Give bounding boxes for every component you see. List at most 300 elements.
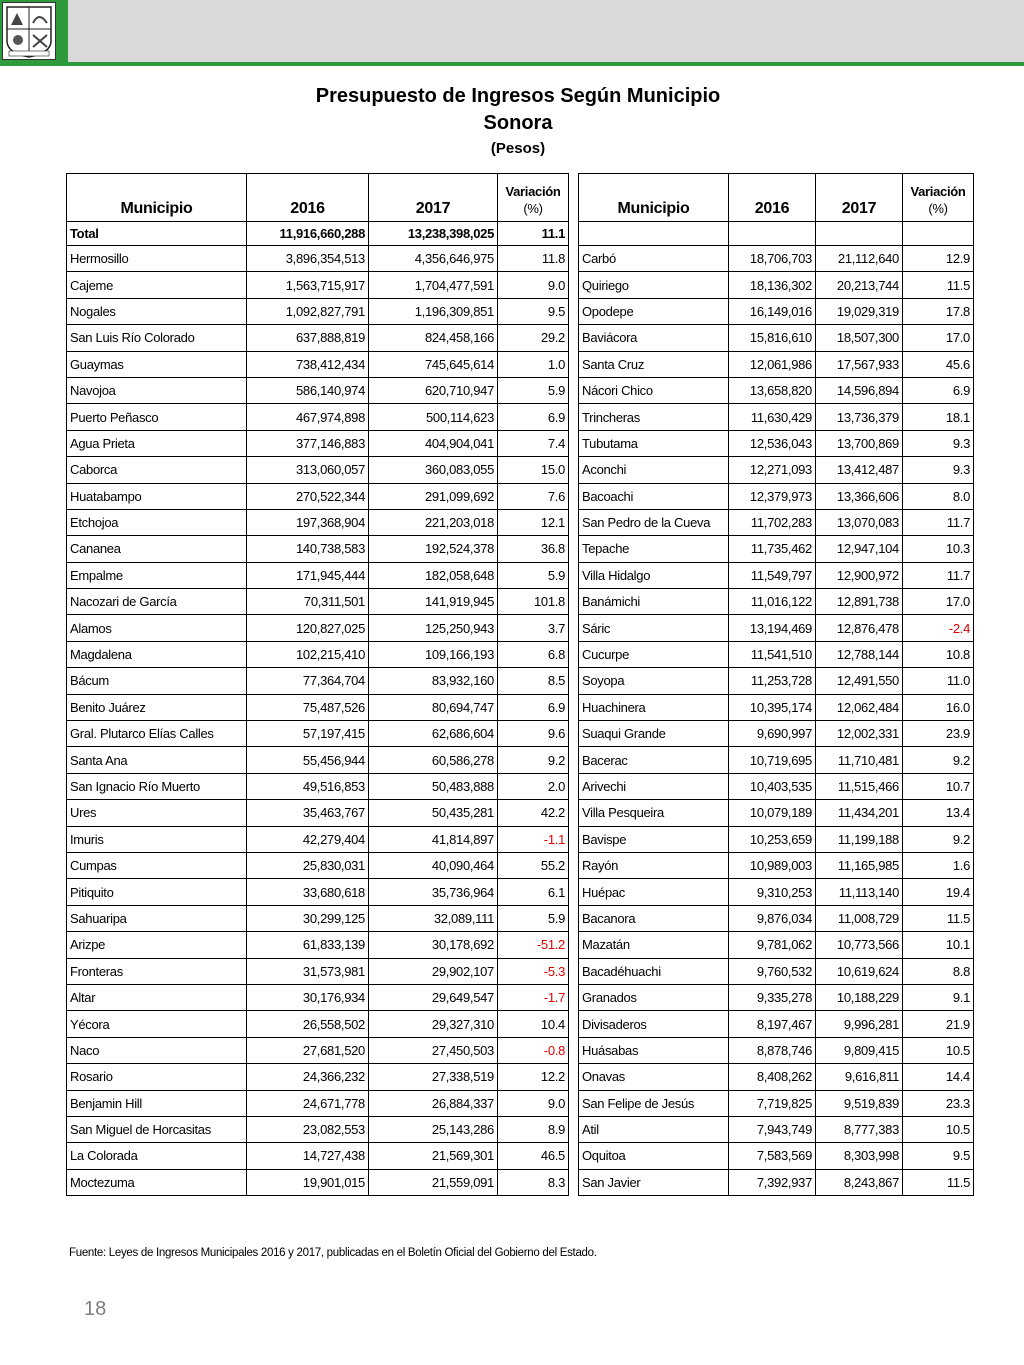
value-2016-cell: 120,827,025	[247, 615, 369, 641]
value-2016-cell: 33,680,618	[247, 879, 369, 905]
total-2017: 13,238,398,025	[369, 222, 498, 246]
value-2017-cell: 360,083,055	[369, 457, 498, 483]
value-2016-cell: 10,253,659	[729, 826, 816, 852]
value-2017-cell: 12,947,104	[816, 536, 903, 562]
value-2016-cell: 70,311,501	[247, 589, 369, 615]
value-2017-cell: 291,099,692	[369, 483, 498, 509]
variacion-cell: 36.8	[498, 536, 569, 562]
value-2017-cell: 11,434,201	[816, 800, 903, 826]
value-2016-cell: 25,830,031	[247, 852, 369, 878]
col-header-municipio: Municipio	[67, 174, 247, 222]
variacion-cell: 10.5	[903, 1116, 974, 1142]
variacion-cell: -51.2	[498, 932, 569, 958]
municipio-cell: Naco	[67, 1037, 247, 1063]
variacion-cell: 2.0	[498, 773, 569, 799]
value-2016-cell: 24,671,778	[247, 1090, 369, 1116]
table-row	[67, 1064, 569, 1090]
municipio-cell: La Colorada	[67, 1143, 247, 1169]
variacion-cell: -0.8	[498, 1037, 569, 1063]
municipio-cell: Tepache	[579, 536, 729, 562]
value-2017-cell: 18,507,300	[816, 325, 903, 351]
value-2017-cell: 9,616,811	[816, 1064, 903, 1090]
municipio-cell: Fronteras	[67, 958, 247, 984]
value-2016-cell: 19,901,015	[247, 1169, 369, 1195]
value-2017-cell: 27,450,503	[369, 1037, 498, 1063]
value-2016-cell: 14,727,438	[247, 1143, 369, 1169]
value-2017-cell: 13,736,379	[816, 404, 903, 430]
value-2016-cell: 75,487,526	[247, 694, 369, 720]
municipio-cell: Puerto Peñasco	[67, 404, 247, 430]
variacion-cell: 7.6	[498, 483, 569, 509]
page-subtitle: Sonora	[483, 112, 553, 134]
table-row	[67, 404, 569, 430]
value-2017-cell: 12,900,972	[816, 562, 903, 588]
variacion-cell: 5.9	[498, 905, 569, 931]
municipio-cell: Banámichi	[579, 589, 729, 615]
value-2017-cell: 11,113,140	[816, 879, 903, 905]
value-2017-cell: 50,435,281	[369, 800, 498, 826]
variacion-cell: 10.8	[903, 641, 974, 667]
variacion-cell: 9.0	[498, 272, 569, 298]
value-2016-cell: 10,719,695	[729, 747, 816, 773]
header-row	[67, 174, 569, 222]
municipio-cell: Santa Ana	[67, 747, 247, 773]
municipio-cell: Bacadéhuachi	[579, 958, 729, 984]
variacion-cell: 23.9	[903, 721, 974, 747]
table-row	[67, 958, 569, 984]
value-2017-cell: 29,649,547	[369, 984, 498, 1010]
table-row	[579, 1143, 974, 1169]
municipio-cell: San Javier	[579, 1169, 729, 1195]
variacion-label: Variación	[505, 184, 561, 199]
table-row	[579, 1116, 974, 1142]
value-2016-cell: 16,149,016	[729, 298, 816, 324]
variacion-cell: 17.0	[903, 325, 974, 351]
value-2016-cell: 8,408,262	[729, 1064, 816, 1090]
municipio-cell: Benjamin Hill	[67, 1090, 247, 1116]
municipio-cell: Bacerac	[579, 747, 729, 773]
table-row	[67, 826, 569, 852]
table-row	[67, 536, 569, 562]
value-2017-cell: 404,904,041	[369, 430, 498, 456]
table-row	[67, 932, 569, 958]
table-row	[579, 509, 974, 535]
table-row	[579, 615, 974, 641]
state-seal-logo	[2, 2, 56, 60]
table-row	[579, 721, 974, 747]
value-2016-cell: 57,197,415	[247, 721, 369, 747]
value-2017-cell: 29,902,107	[369, 958, 498, 984]
value-2016-cell: 12,271,093	[729, 457, 816, 483]
table-row	[579, 932, 974, 958]
value-2017-cell: 11,165,985	[816, 852, 903, 878]
value-2017-cell: 12,891,738	[816, 589, 903, 615]
table-row	[579, 483, 974, 509]
table-row	[579, 589, 974, 615]
table-row	[579, 958, 974, 984]
municipio-cell: Cucurpe	[579, 641, 729, 667]
variacion-cell: 11.5	[903, 905, 974, 931]
variacion-cell: 15.0	[498, 457, 569, 483]
municipio-cell: Suaqui Grande	[579, 721, 729, 747]
variacion-cell: 16.0	[903, 694, 974, 720]
value-2017-cell: 19,029,319	[816, 298, 903, 324]
value-2017-cell: 13,700,869	[816, 430, 903, 456]
value-2017-cell: 41,814,897	[369, 826, 498, 852]
municipio-cell: Huásabas	[579, 1037, 729, 1063]
value-2017-cell: 1,704,477,591	[369, 272, 498, 298]
municipio-cell: Alamos	[67, 615, 247, 641]
municipio-cell: Cumpas	[67, 852, 247, 878]
value-2016-cell: 12,061,986	[729, 351, 816, 377]
variacion-cell: 6.9	[903, 377, 974, 403]
value-2017-cell: 8,303,998	[816, 1143, 903, 1169]
municipio-cell: Guaymas	[67, 351, 247, 377]
table-row	[579, 826, 974, 852]
value-2017-cell: 83,932,160	[369, 668, 498, 694]
value-2017-cell: 10,188,229	[816, 984, 903, 1010]
col-header-municipio: Municipio	[579, 174, 729, 222]
col-header-2017: 2017	[816, 174, 903, 222]
municipio-cell: Altar	[67, 984, 247, 1010]
value-2017-cell: 27,338,519	[369, 1064, 498, 1090]
variacion-cell: 12.1	[498, 509, 569, 535]
variacion-cell: 6.9	[498, 694, 569, 720]
variacion-cell: 11.7	[903, 509, 974, 535]
municipio-cell: Arivechi	[579, 773, 729, 799]
value-2017-cell: 21,112,640	[816, 246, 903, 272]
table-row	[579, 984, 974, 1010]
variacion-cell: 12.9	[903, 246, 974, 272]
municipio-cell: Trincheras	[579, 404, 729, 430]
value-2017-cell: 21,569,301	[369, 1143, 498, 1169]
value-2016-cell: 18,136,302	[729, 272, 816, 298]
value-2016-cell: 10,403,535	[729, 773, 816, 799]
municipio-cell: Etchojoa	[67, 509, 247, 535]
municipio-cell: Bacoachi	[579, 483, 729, 509]
value-2017-cell: 125,250,943	[369, 615, 498, 641]
value-2016-cell: 13,194,469	[729, 615, 816, 641]
value-2016-cell: 738,412,434	[247, 351, 369, 377]
variacion-cell: 11.8	[498, 246, 569, 272]
top-banner	[0, 0, 1024, 62]
table-row	[67, 641, 569, 667]
variacion-cell: 9.2	[903, 826, 974, 852]
table-row	[67, 747, 569, 773]
value-2017-cell: 8,243,867	[816, 1169, 903, 1195]
variacion-cell: 10.4	[498, 1011, 569, 1037]
municipio-cell: Carbó	[579, 246, 729, 272]
table-row	[67, 905, 569, 931]
table-row	[579, 1011, 974, 1037]
municipio-cell: Cananea	[67, 536, 247, 562]
municipio-cell: Hermosillo	[67, 246, 247, 272]
value-2016-cell: 9,335,278	[729, 984, 816, 1010]
variacion-cell: 6.1	[498, 879, 569, 905]
pct-label: (%)	[928, 201, 948, 216]
variacion-cell: 17.8	[903, 298, 974, 324]
table-row	[67, 483, 569, 509]
municipio-cell: Oquitoa	[579, 1143, 729, 1169]
value-2017-cell: 26,884,337	[369, 1090, 498, 1116]
variacion-cell: 8.5	[498, 668, 569, 694]
value-2017-cell: 11,515,466	[816, 773, 903, 799]
variacion-cell: 18.1	[903, 404, 974, 430]
table-row	[579, 377, 974, 403]
municipio-cell: Opodepe	[579, 298, 729, 324]
value-2016-cell: 11,735,462	[729, 536, 816, 562]
table-row	[67, 1169, 569, 1195]
value-2017-cell: 4,356,646,975	[369, 246, 498, 272]
value-2017-cell: 9,996,281	[816, 1011, 903, 1037]
table-row	[67, 246, 569, 272]
municipio-cell: Huachinera	[579, 694, 729, 720]
value-2016-cell: 11,253,728	[729, 668, 816, 694]
value-2016-cell: 30,176,934	[247, 984, 369, 1010]
municipio-cell: Mazatán	[579, 932, 729, 958]
value-2016-cell: 9,876,034	[729, 905, 816, 931]
value-2017-cell: 12,002,331	[816, 721, 903, 747]
value-2016-cell: 270,522,344	[247, 483, 369, 509]
variacion-cell: 21.9	[903, 1011, 974, 1037]
municipio-cell: Navojoa	[67, 377, 247, 403]
value-2017-cell: 20,213,744	[816, 272, 903, 298]
value-2016-cell: 31,573,981	[247, 958, 369, 984]
value-2017-cell: 50,483,888	[369, 773, 498, 799]
value-2016-cell: 7,943,749	[729, 1116, 816, 1142]
value-2016-cell: 15,816,610	[729, 325, 816, 351]
variacion-cell: 10.7	[903, 773, 974, 799]
table-row	[67, 773, 569, 799]
table-row	[67, 298, 569, 324]
total-2016: 11,916,660,288	[247, 222, 369, 246]
variacion-cell: 11.5	[903, 272, 974, 298]
value-2017-cell: 10,619,624	[816, 958, 903, 984]
pct-label: (%)	[523, 201, 543, 216]
municipio-cell: Caborca	[67, 457, 247, 483]
value-2017-cell: 13,070,083	[816, 509, 903, 535]
variacion-label: Variación	[910, 184, 966, 199]
value-2017-cell: 141,919,945	[369, 589, 498, 615]
col-header-2017: 2017	[369, 174, 498, 222]
table-row	[579, 694, 974, 720]
table-row	[67, 668, 569, 694]
value-2016-cell: 7,583,569	[729, 1143, 816, 1169]
value-2017-cell: 12,788,144	[816, 641, 903, 667]
municipio-cell: Granados	[579, 984, 729, 1010]
table-row	[67, 615, 569, 641]
value-2016-cell: 7,719,825	[729, 1090, 816, 1116]
table-row	[67, 1011, 569, 1037]
table-row	[67, 430, 569, 456]
variacion-cell: -1.1	[498, 826, 569, 852]
municipio-cell: Yécora	[67, 1011, 247, 1037]
value-2016-cell: 77,364,704	[247, 668, 369, 694]
value-2016-cell: 3,896,354,513	[247, 246, 369, 272]
variacion-cell: 9.6	[498, 721, 569, 747]
value-2017-cell: 9,519,839	[816, 1090, 903, 1116]
value-2017-cell: 12,062,484	[816, 694, 903, 720]
municipio-cell: Nácori Chico	[579, 377, 729, 403]
table-row	[579, 800, 974, 826]
value-2016-cell: 9,781,062	[729, 932, 816, 958]
variacion-cell: 23.3	[903, 1090, 974, 1116]
variacion-cell: 9.3	[903, 430, 974, 456]
blank-cell	[729, 222, 816, 246]
table-row	[67, 457, 569, 483]
municipio-cell: Imuris	[67, 826, 247, 852]
table-row	[579, 325, 974, 351]
municipio-cell: Villa Pesqueira	[579, 800, 729, 826]
value-2016-cell: 49,516,853	[247, 773, 369, 799]
value-2017-cell: 192,524,378	[369, 536, 498, 562]
municipio-cell: Rayón	[579, 852, 729, 878]
variacion-cell: -5.3	[498, 958, 569, 984]
table-row	[67, 1116, 569, 1142]
variacion-cell: 9.2	[903, 747, 974, 773]
value-2016-cell: 27,681,520	[247, 1037, 369, 1063]
total-label: Total	[67, 222, 247, 246]
value-2016-cell: 313,060,057	[247, 457, 369, 483]
variacion-cell: 9.5	[498, 298, 569, 324]
value-2017-cell: 35,736,964	[369, 879, 498, 905]
table-row	[579, 747, 974, 773]
variacion-cell: 11.5	[903, 1169, 974, 1195]
value-2016-cell: 12,379,973	[729, 483, 816, 509]
value-2016-cell: 586,140,974	[247, 377, 369, 403]
value-2016-cell: 197,368,904	[247, 509, 369, 535]
variacion-cell: 9.1	[903, 984, 974, 1010]
value-2017-cell: 11,008,729	[816, 905, 903, 931]
value-2016-cell: 8,197,467	[729, 1011, 816, 1037]
table-row	[67, 509, 569, 535]
blank-cell	[816, 222, 903, 246]
table-row	[67, 351, 569, 377]
value-2017-cell: 12,876,478	[816, 615, 903, 641]
municipio-cell: Arizpe	[67, 932, 247, 958]
value-2016-cell: 18,706,703	[729, 246, 816, 272]
table-row	[579, 404, 974, 430]
variacion-cell: 10.5	[903, 1037, 974, 1063]
municipio-cell: Tubutama	[579, 430, 729, 456]
municipio-cell: Aconchi	[579, 457, 729, 483]
municipio-cell: Moctezuma	[67, 1169, 247, 1195]
value-2016-cell: 9,760,532	[729, 958, 816, 984]
variacion-cell: 8.8	[903, 958, 974, 984]
value-2016-cell: 11,549,797	[729, 562, 816, 588]
value-2016-cell: 1,092,827,791	[247, 298, 369, 324]
variacion-cell: 19.4	[903, 879, 974, 905]
value-2016-cell: 467,974,898	[247, 404, 369, 430]
municipio-cell: Baviácora	[579, 325, 729, 351]
variacion-cell: -2.4	[903, 615, 974, 641]
value-2016-cell: 26,558,502	[247, 1011, 369, 1037]
variacion-cell: 11.0	[903, 668, 974, 694]
table-row	[67, 1037, 569, 1063]
value-2016-cell: 24,366,232	[247, 1064, 369, 1090]
value-2016-cell: 23,082,553	[247, 1116, 369, 1142]
table-row	[579, 1037, 974, 1063]
table-row	[67, 984, 569, 1010]
header-row	[579, 174, 974, 222]
table-row	[67, 879, 569, 905]
value-2016-cell: 35,463,767	[247, 800, 369, 826]
value-2017-cell: 21,559,091	[369, 1169, 498, 1195]
municipio-cell: Magdalena	[67, 641, 247, 667]
value-2017-cell: 60,586,278	[369, 747, 498, 773]
value-2017-cell: 17,567,933	[816, 351, 903, 377]
municipio-cell: Bácum	[67, 668, 247, 694]
value-2017-cell: 30,178,692	[369, 932, 498, 958]
value-2017-cell: 11,710,481	[816, 747, 903, 773]
value-2016-cell: 637,888,819	[247, 325, 369, 351]
table-row	[579, 536, 974, 562]
variacion-cell: 17.0	[903, 589, 974, 615]
variacion-cell: 55.2	[498, 852, 569, 878]
variacion-cell: 9.3	[903, 457, 974, 483]
value-2016-cell: 42,279,404	[247, 826, 369, 852]
municipio-cell: Quiriego	[579, 272, 729, 298]
variacion-cell: 101.8	[498, 589, 569, 615]
municipio-cell: Huépac	[579, 879, 729, 905]
value-2017-cell: 13,366,606	[816, 483, 903, 509]
value-2017-cell: 745,645,614	[369, 351, 498, 377]
table-row	[67, 800, 569, 826]
value-2017-cell: 8,777,383	[816, 1116, 903, 1142]
municipio-cell: Agua Prieta	[67, 430, 247, 456]
variacion-cell: 9.2	[498, 747, 569, 773]
col-header-variacion	[903, 174, 974, 222]
municipio-cell: Soyopa	[579, 668, 729, 694]
variacion-cell: 5.9	[498, 377, 569, 403]
table-row	[67, 589, 569, 615]
variacion-cell: 7.4	[498, 430, 569, 456]
table-row	[579, 246, 974, 272]
municipio-cell: Santa Cruz	[579, 351, 729, 377]
blank-cell	[903, 222, 974, 246]
municipio-cell: Bavispe	[579, 826, 729, 852]
value-2017-cell: 500,114,623	[369, 404, 498, 430]
value-2016-cell: 12,536,043	[729, 430, 816, 456]
value-2016-cell: 9,310,253	[729, 879, 816, 905]
municipio-cell: Benito Juárez	[67, 694, 247, 720]
variacion-cell: 3.7	[498, 615, 569, 641]
municipio-cell: Onavas	[579, 1064, 729, 1090]
variacion-cell: 5.9	[498, 562, 569, 588]
blank-cell	[579, 222, 729, 246]
source-note: Fuente: Leyes de Ingresos Municipales 2016 y 2017, publicadas en el Boletín Oficial del Gobierno del Estado.	[69, 1247, 597, 1259]
value-2016-cell: 11,702,283	[729, 509, 816, 535]
variacion-cell: 12.2	[498, 1064, 569, 1090]
left-table	[66, 173, 569, 1196]
value-2017-cell: 80,694,747	[369, 694, 498, 720]
value-2017-cell: 182,058,648	[369, 562, 498, 588]
variacion-cell: 13.4	[903, 800, 974, 826]
table-row	[579, 272, 974, 298]
municipio-cell: Divisaderos	[579, 1011, 729, 1037]
value-2016-cell: 11,541,510	[729, 641, 816, 667]
table-row	[579, 1064, 974, 1090]
value-2017-cell: 62,686,604	[369, 721, 498, 747]
table-row	[579, 430, 974, 456]
value-2016-cell: 55,456,944	[247, 747, 369, 773]
municipio-cell: Sahuaripa	[67, 905, 247, 931]
table-row	[579, 562, 974, 588]
value-2016-cell: 377,146,883	[247, 430, 369, 456]
municipio-cell: Gral. Plutarco Elías Calles	[67, 721, 247, 747]
table-row	[579, 905, 974, 931]
variacion-cell: 29.2	[498, 325, 569, 351]
